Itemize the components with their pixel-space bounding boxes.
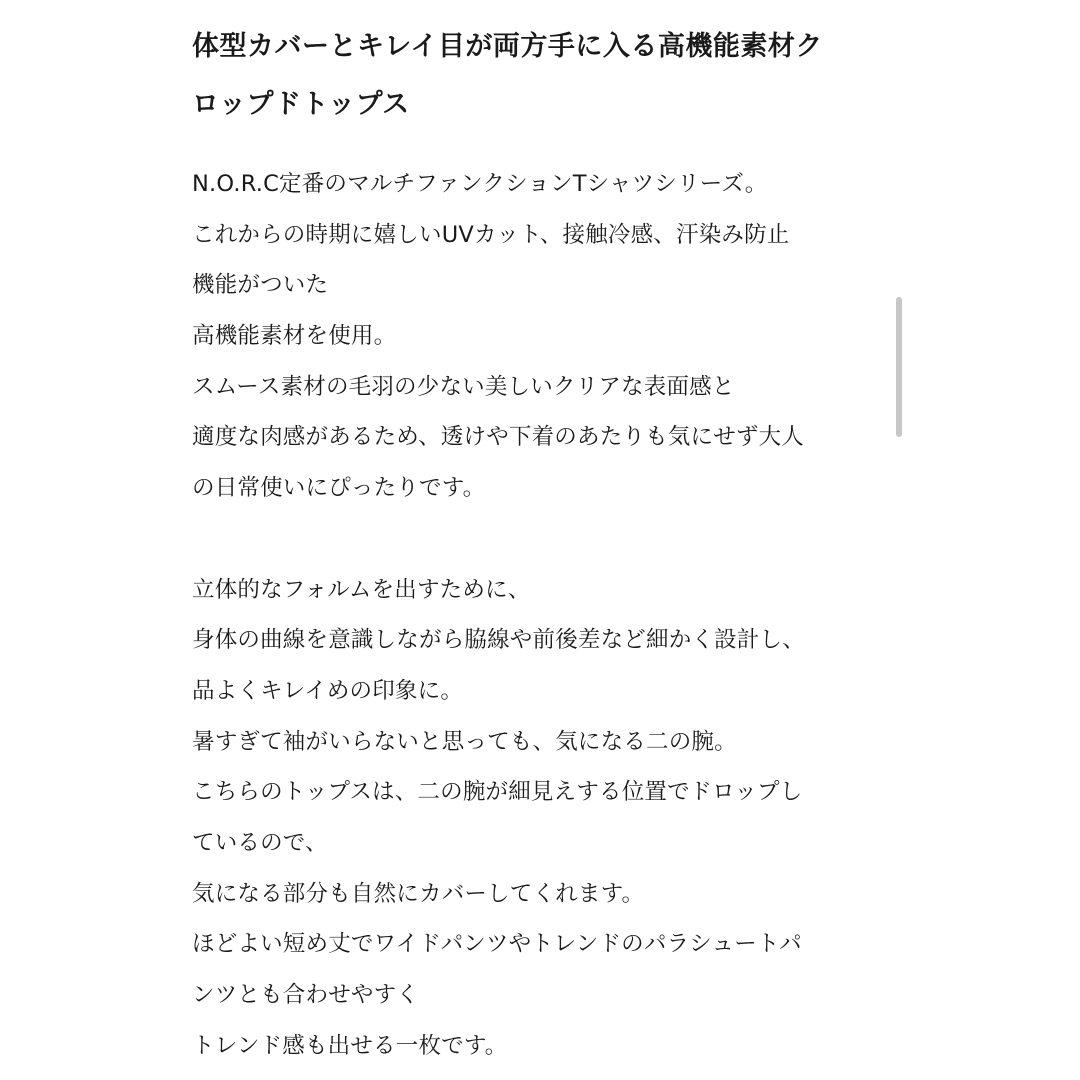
text-line: 身体の曲線を意識しながら脇線や前後差など細かく設計し、 bbox=[192, 627, 805, 654]
title-line-1: 体型カバーとキレイ目が両方手に入る高機能素材ク bbox=[192, 31, 823, 62]
description-paragraph-2 bbox=[192, 565, 892, 1072]
text-line: 適度な肉感があるため、透けや下着のあたりも気にせず大人 bbox=[192, 424, 805, 451]
title-line-2: ロップドトップス bbox=[192, 89, 410, 120]
paragraph-spacer bbox=[192, 514, 892, 565]
text-line: 品よくキレイめの印象に。 bbox=[192, 677, 464, 704]
text-line: 高機能素材を使用。 bbox=[192, 323, 397, 350]
text-line: 気になる部分も自然にカバーしてくれます。 bbox=[192, 880, 645, 907]
vertical-scrollbar[interactable] bbox=[896, 297, 902, 437]
text-line: 機能がついた bbox=[192, 272, 329, 299]
page-title bbox=[192, 18, 892, 134]
text-line: こちらのトップスは、二の腕が細見えする位置でドロップし bbox=[192, 779, 803, 806]
text-line: ほどよい短め丈でワイドパンツやトレンドのパラシュートパ bbox=[192, 931, 802, 958]
text-line: 立体的なフォルムを出すために、 bbox=[192, 576, 531, 603]
product-description bbox=[192, 18, 892, 1071]
text-line: N.O.R.C定番のマルチファンクションTシャツシリーズ。 bbox=[192, 171, 768, 197]
text-line: これからの時期に嬉しいUVカット、接触冷感、汗染み防止 bbox=[192, 221, 790, 248]
description-body bbox=[192, 159, 892, 1071]
text-line: の日常使いにぴったりです。 bbox=[192, 475, 486, 502]
text-line: スムース素材の毛羽の少ない美しいクリアな表面感と bbox=[192, 373, 735, 400]
text-line: ンツとも合わせやすく bbox=[192, 982, 420, 1008]
text-line: ているので、 bbox=[192, 829, 328, 856]
text-line: 暑すぎて袖がいらないと思っても、気になる二の腕。 bbox=[192, 728, 737, 755]
text-line: トレンド感も出せる一枚です。 bbox=[192, 1032, 508, 1059]
description-paragraph-1 bbox=[192, 159, 892, 514]
